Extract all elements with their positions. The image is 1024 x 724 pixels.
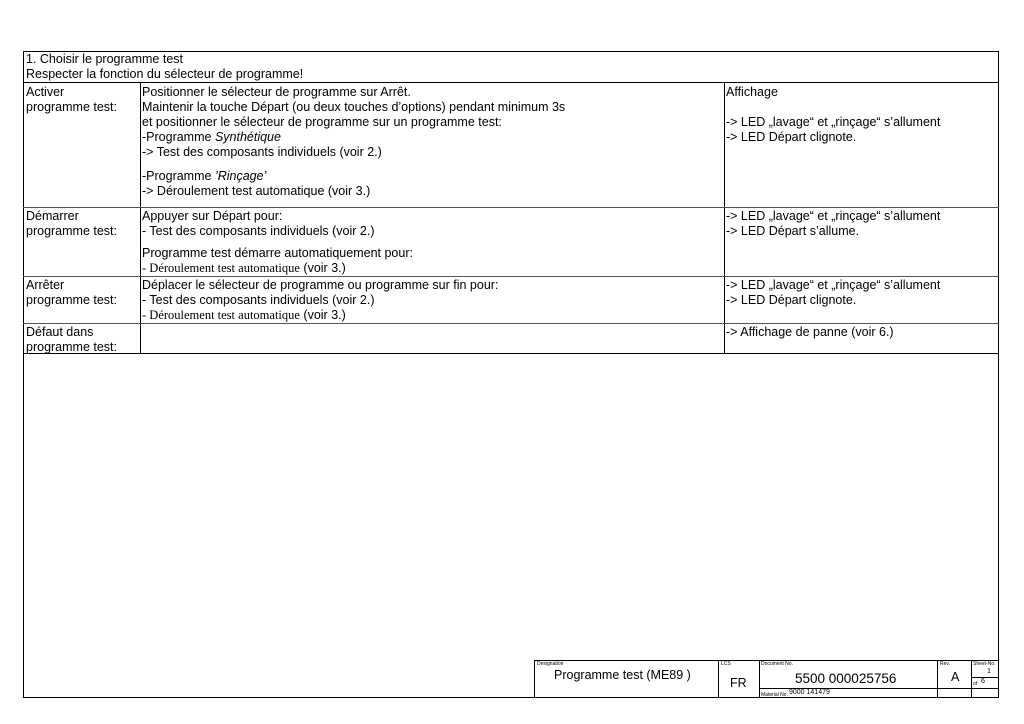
program-prefix: -Programme [142, 130, 215, 144]
row-defaut-display-1: -> Affichage de panne (voir 6.) [726, 325, 894, 339]
rev-value: A [951, 670, 960, 684]
row-arreter-action-2: - Test des composants individuels (voir 2.) [142, 293, 375, 307]
title-block-divider [718, 661, 719, 698]
row-activer-label-1: Activer [26, 85, 65, 99]
auto-test-ref: (voir 3.) [299, 261, 346, 275]
auto-test-text: - Déroulement test automatique [142, 308, 300, 322]
row-demarrer-action-1: Appuyer sur Départ pour: [142, 209, 283, 223]
row-demarrer-display-2: -> LED Départ s’allume. [726, 224, 860, 238]
header-line-1: 1. Choisir le programme test [26, 52, 184, 66]
lcs-value: FR [730, 676, 747, 690]
row-defaut-label-2: programme test: [26, 340, 118, 354]
auto-test-ref: (voir 3.) [299, 308, 346, 322]
row-activer-action-4 [142, 130, 281, 145]
row-demarrer-action-3: Programme test démarre automatiquement pour: [142, 246, 413, 260]
title-block-divider [971, 661, 972, 698]
header-line-2: Respecter la fonction du sélecteur de programme! [26, 67, 304, 81]
row-activer-action-7: -> Déroulement test automatique (voir 3.) [142, 184, 371, 198]
column-divider-2 [724, 83, 725, 353]
document-number: 5500 000025756 [795, 671, 897, 686]
procedure-table [23, 82, 999, 354]
row-arreter-label-1: Arrêter [26, 278, 65, 292]
row-activer-label-2: programme test: [26, 100, 118, 114]
material-label: Material No. [761, 692, 788, 698]
row-activer-action-3: et positionner le sélecteur de programme sur un programme test: [142, 115, 502, 129]
row-divider-1 [23, 207, 999, 208]
row-activer-display-1: -> LED „lavage“ et „rinçage“ s’allument [726, 115, 941, 129]
rev-label: Rev. [940, 661, 950, 667]
document-label: Document No. [761, 661, 793, 667]
row-arreter-display-2: -> LED Départ clignote. [726, 293, 857, 307]
sheet-divider [971, 677, 999, 678]
designation-value: Programme test (ME89 ) [554, 668, 691, 682]
of-label: of [973, 681, 978, 687]
row-demarrer-label-1: Démarrer [26, 209, 79, 223]
material-number: 9000 141479 [789, 689, 830, 696]
row-activer-action-6 [142, 169, 266, 184]
program-rincage: ’Rinçage’ [214, 169, 267, 183]
row-defaut-label-1: Défaut dans [26, 325, 94, 339]
display-title: Affichage [726, 85, 778, 99]
row-activer-action-1: Positionner le sélecteur de programme sur Arrêt. [142, 85, 411, 99]
row-demarrer-display-1: -> LED „lavage“ et „rinçage“ s’allument [726, 209, 941, 223]
column-divider-1 [140, 83, 141, 353]
program-synthetique: Synthétique [214, 130, 281, 144]
sheet-number: 1 [987, 668, 991, 675]
row-arreter-action-3 [142, 308, 346, 323]
designation-label: Designation [537, 661, 564, 667]
row-arreter-display-1: -> LED „lavage“ et „rinçage“ s’allument [726, 278, 941, 292]
row-activer-display-2: -> LED Départ clignote. [726, 130, 857, 144]
program-prefix: -Programme [142, 169, 215, 183]
sheet-label: Sheet-No. [973, 661, 996, 667]
sheet-total: 6 [981, 678, 985, 685]
row-activer-action-2: Maintenir la touche Départ (ou deux touches d’options) pendant minimum 3s [142, 100, 566, 114]
row-activer-action-5: -> Test des composants individuels (voir 2.) [142, 145, 382, 159]
row-demarrer-action-4 [142, 261, 346, 276]
lcs-label: LCS [721, 661, 731, 667]
title-block [534, 660, 999, 698]
title-block-divider [937, 661, 938, 698]
row-arreter-action-1: Déplacer le sélecteur de programme ou programme sur fin pour: [142, 278, 499, 292]
row-demarrer-label-2: programme test: [26, 224, 118, 238]
auto-test-text: - Déroulement test automatique [142, 261, 300, 275]
title-block-divider [759, 661, 760, 698]
row-arreter-label-2: programme test: [26, 293, 118, 307]
row-demarrer-action-2: - Test des composants individuels (voir 2.) [142, 224, 375, 238]
